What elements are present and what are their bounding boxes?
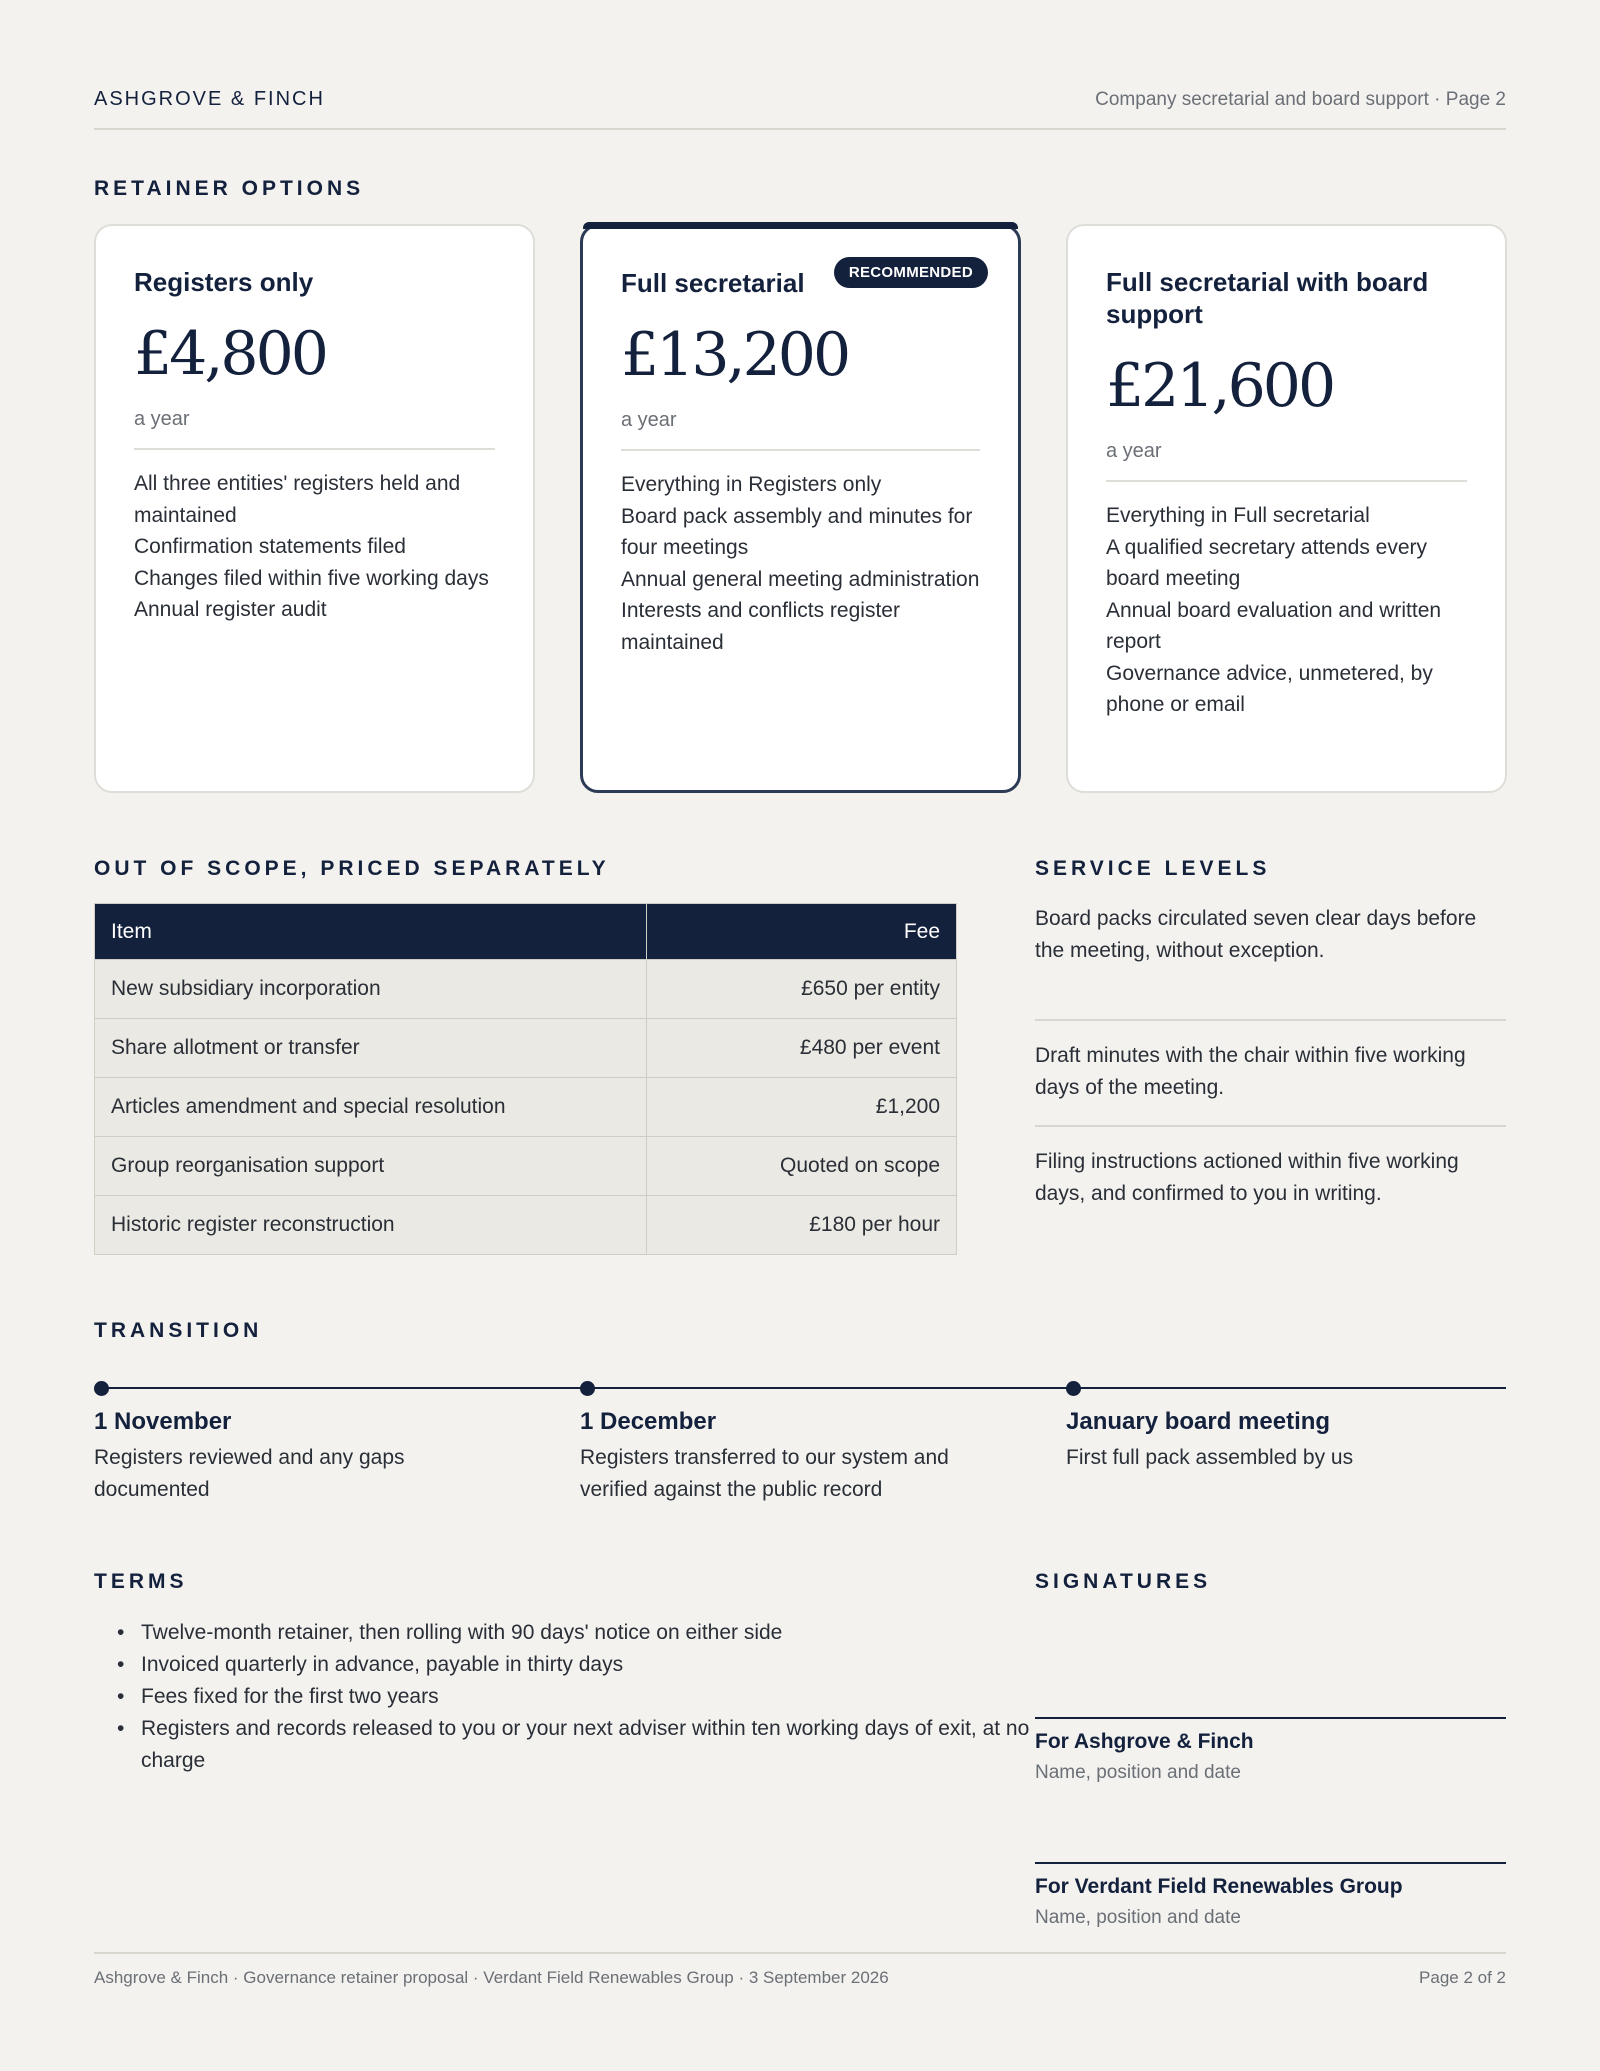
feature-item: Annual register audit (134, 598, 327, 621)
card-title: Full secretarial (621, 268, 805, 298)
feature-item: Confirmation statements filed (134, 535, 406, 558)
signature-hint: Name, position and date (1035, 1907, 1241, 1928)
card-period: a year (134, 408, 190, 430)
terms-item (114, 1713, 1074, 1777)
out-of-scope-table (94, 903, 957, 1255)
page-header (94, 88, 1506, 111)
service-level-item: Board packs circulated seven clear days before the meeting, without exception. (1035, 907, 1477, 962)
retainer-card-board-support (1066, 224, 1507, 793)
timeline-date: 1 December (580, 1408, 717, 1435)
timeline-description: Registers reviewed and any gaps documented (94, 1446, 405, 1501)
retainer-section-title: RETAINER OPTIONS (94, 177, 365, 200)
timeline-date: January board meeting (1066, 1408, 1331, 1435)
service-levels-section-title: SERVICE LEVELS (1035, 857, 1271, 880)
item-cell: New subsidiary incorporation (95, 960, 647, 1019)
item-cell: Articles amendment and special resolution (95, 1078, 647, 1137)
terms-item (114, 1649, 1074, 1681)
brand-name: ASHGROVE & FINCH (94, 88, 325, 110)
signature-line[interactable] (1035, 1717, 1506, 1719)
timeline-dot (1066, 1381, 1081, 1396)
feature-item: Interests and conflicts register maintained (621, 599, 900, 654)
retainer-card-registers (94, 224, 535, 793)
fee-cell: £1,200 (647, 1078, 957, 1137)
column-header-item: Item (95, 904, 647, 960)
fee-cell: £480 per event (647, 1019, 957, 1078)
table-row (95, 1137, 957, 1196)
card-price: £21,600 (1106, 351, 1334, 421)
out-of-scope-section-title: OUT OF SCOPE, PRICED SEPARATELY (94, 857, 610, 880)
signature-party: For Ashgrove & Finch (1035, 1730, 1254, 1753)
recommended-badge: RECOMMENDED (834, 257, 988, 288)
signatures-section-title: SIGNATURES (1035, 1570, 1212, 1593)
header-subtitle: Company secretarial and board support · Page 2 (1095, 89, 1506, 110)
feature-item: All three entities' registers held and maintained (134, 472, 461, 527)
bullet-icon: • (117, 1653, 125, 1676)
feature-item: A qualified secretary attends every board meeting (1106, 535, 1428, 590)
terms-text: Twelve-month retainer, then rolling with 90 days' notice on either side (141, 1621, 783, 1644)
timeline-dot (94, 1381, 109, 1396)
timeline-step (1066, 1406, 1486, 1474)
feature-item: Everything in Full secretarial (1106, 504, 1370, 527)
page-number: Page 2 of 2 (1419, 1968, 1506, 1987)
service-level-divider (1035, 1019, 1506, 1021)
recommended-accent-bar (583, 222, 1018, 229)
terms-item (114, 1681, 1074, 1713)
signature-hint: Name, position and date (1035, 1762, 1241, 1783)
feature-item: Board pack assembly and minutes for four meetings (621, 504, 973, 559)
footer-text: Ashgrove & Finch · Governance retainer proposal · Verdant Field Renewables Group · 3 September 2026 (94, 1968, 889, 1987)
feature-list (134, 468, 495, 626)
signature-party: For Verdant Field Renewables Group (1035, 1875, 1403, 1898)
timeline-line (101, 1387, 1506, 1389)
feature-item: Annual general meeting administration (621, 567, 980, 591)
feature-item: Annual board evaluation and written report (1106, 598, 1442, 653)
item-cell: Group reorganisation support (95, 1137, 647, 1196)
table-row (95, 960, 957, 1019)
column-header-fee: Fee (647, 904, 957, 960)
card-period: a year (1106, 440, 1162, 462)
service-level-item: Filing instructions actioned within five working days, and confirmed to you in writing. (1035, 1150, 1459, 1205)
item-cell: Historic register reconstruction (95, 1196, 647, 1255)
footer-divider (94, 1952, 1506, 1954)
retainer-card-full-secretarial (580, 224, 1021, 793)
card-title: Registers only (134, 267, 314, 297)
timeline-dot (580, 1381, 595, 1396)
document-page (94, 0, 1506, 2071)
timeline-description: Registers transferred to our system and verified against the public record (580, 1446, 949, 1501)
fee-cell: £180 per hour (647, 1196, 957, 1255)
card-title: Full secretarial with board support (1106, 267, 1429, 329)
transition-section-title: TRANSITION (94, 1319, 263, 1342)
fee-cell: £650 per entity (647, 960, 957, 1019)
feature-list (1106, 500, 1467, 721)
fee-cell: Quoted on scope (647, 1137, 957, 1196)
service-level-item: Draft minutes with the chair within five working days of the meeting. (1035, 1044, 1466, 1099)
card-price: £4,800 (134, 319, 326, 389)
table-row (95, 1078, 957, 1137)
page-footer (94, 1968, 1506, 1988)
bullet-icon: • (117, 1717, 125, 1740)
terms-text: Fees fixed for the first two years (141, 1685, 439, 1708)
service-level-divider (1035, 1125, 1506, 1127)
terms-item (114, 1617, 1074, 1649)
feature-item: Everything in Registers only (621, 473, 882, 496)
feature-item: Changes filed within five working days (134, 566, 489, 590)
terms-section-title: TERMS (94, 1570, 188, 1593)
terms-text: Invoiced quarterly in advance, payable in thirty days (141, 1653, 624, 1676)
table-row (95, 1019, 957, 1078)
item-cell: Share allotment or transfer (95, 1019, 647, 1078)
table-row (95, 1196, 957, 1255)
bullet-icon: • (117, 1621, 125, 1644)
signature-line[interactable] (1035, 1862, 1506, 1864)
terms-text: Registers and records released to you or your next adviser within ten working days of exit, at no charge (141, 1717, 1030, 1772)
feature-item: Governance advice, unmetered, by phone or email (1106, 661, 1433, 716)
card-divider (621, 449, 980, 451)
timeline-description: First full pack assembled by us (1066, 1446, 1354, 1469)
header-divider (94, 128, 1506, 130)
timeline-date: 1 November (94, 1408, 232, 1435)
timeline-step (94, 1406, 514, 1506)
card-divider (1106, 480, 1467, 482)
table-header-row (95, 904, 957, 960)
timeline-step (580, 1406, 1000, 1506)
card-period: a year (621, 409, 677, 431)
bullet-icon: • (117, 1685, 125, 1708)
card-divider (134, 448, 495, 450)
card-price: £13,200 (621, 320, 849, 390)
terms-list (114, 1617, 1074, 1777)
feature-list (621, 469, 980, 658)
